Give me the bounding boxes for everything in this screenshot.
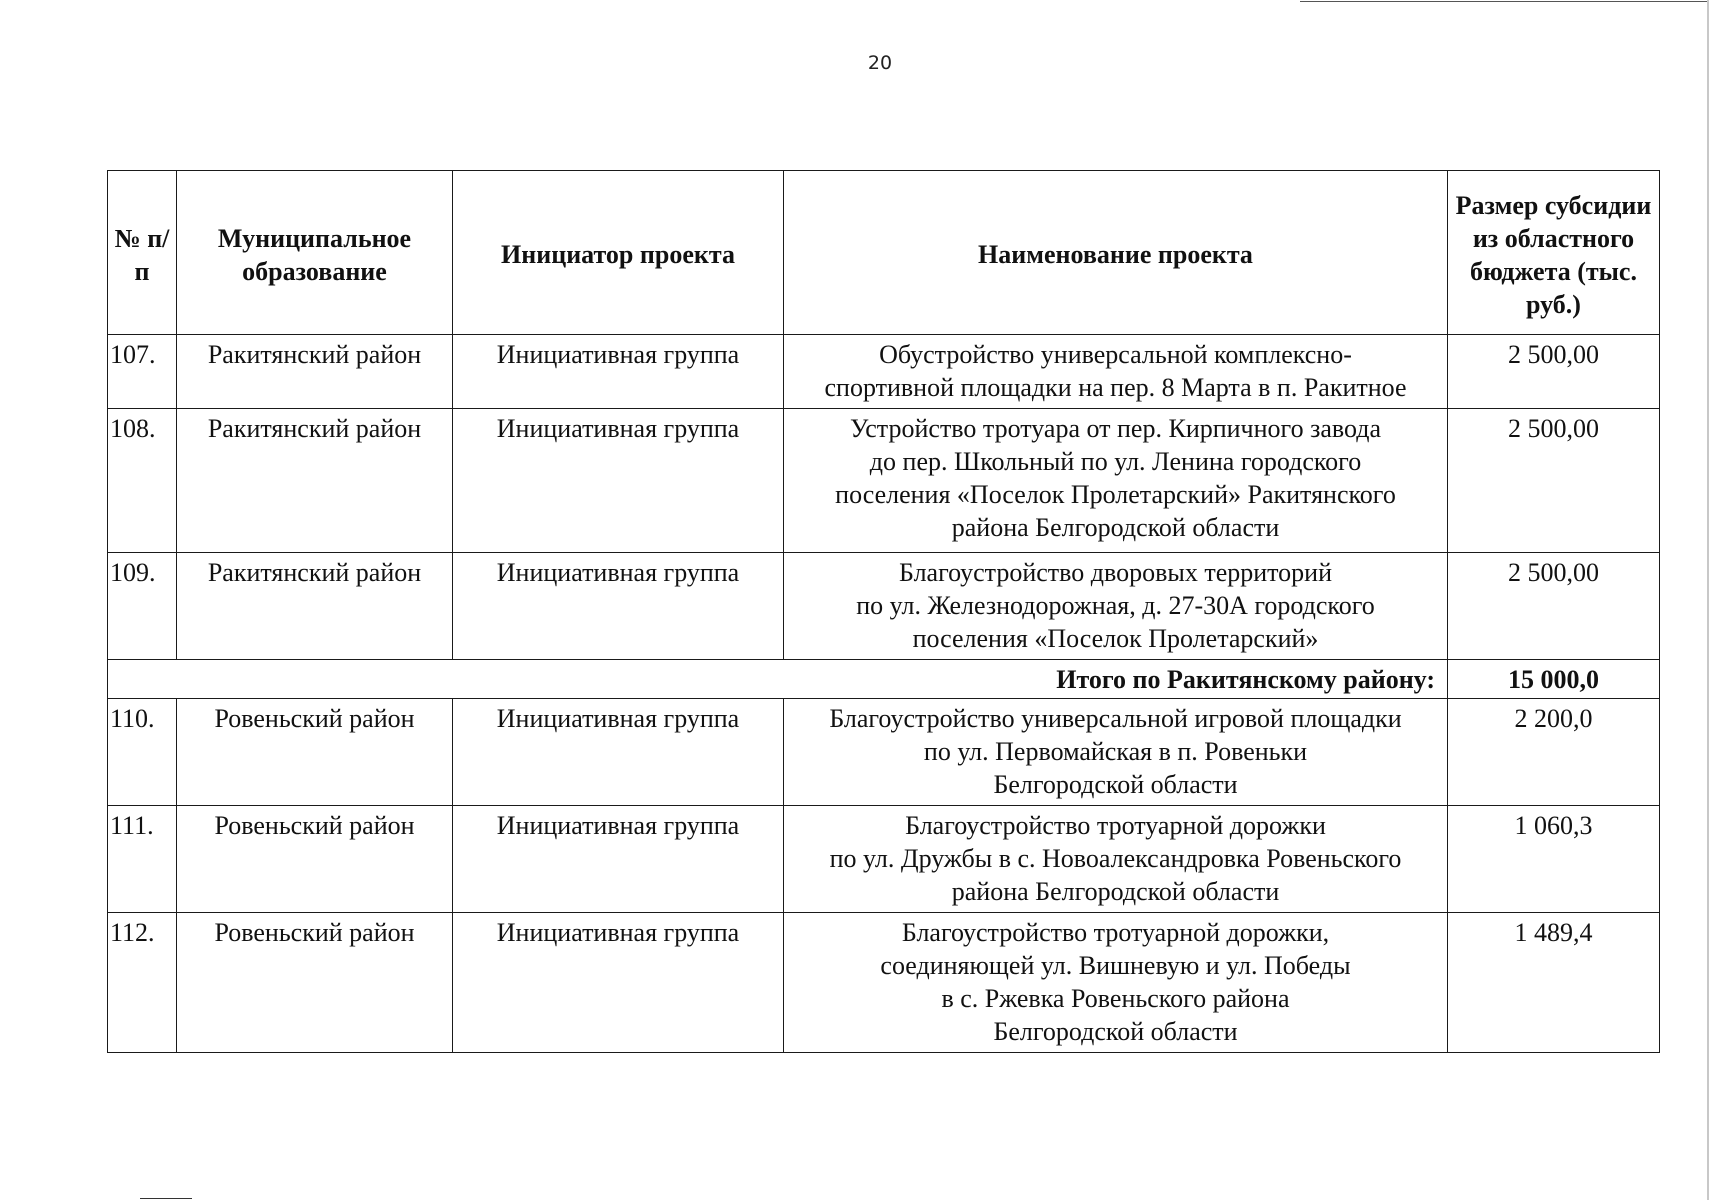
row-subsidy: 2 500,00 [1448, 553, 1660, 660]
project-line: Благоустройство дворовых территорий [899, 558, 1332, 587]
subsidy-table [107, 170, 1660, 1053]
project-line: района Белгородской области [951, 513, 1280, 542]
header-initiator: Инициатор проекта [453, 171, 784, 335]
row-initiator: Инициативная группа [453, 335, 784, 409]
row-project [784, 553, 1448, 660]
row-project [784, 913, 1448, 1053]
row-num: 112. [108, 913, 177, 1053]
row-municipality: Ровеньский район [177, 699, 453, 806]
project-line: Белгородской области [993, 770, 1238, 799]
total-row [108, 660, 1660, 699]
table-row [108, 409, 1660, 553]
project-line: спортивной площадки на пер. 8 Марта в п. Ракитное [824, 373, 1407, 402]
project-line: Благоустройство тротуарной дорожки, [901, 918, 1330, 947]
row-num: 111. [108, 806, 177, 913]
row-municipality: Ракитянский район [177, 409, 453, 553]
page-number: 20 [867, 52, 893, 74]
row-num: 107. [108, 335, 177, 409]
row-num: 108. [108, 409, 177, 553]
project-line: Белгородской области [993, 1017, 1238, 1046]
project-line: до пер. Школьный по ул. Ленина городского [869, 447, 1362, 476]
scan-artifact-line [1300, 1, 1709, 2]
project-line: района Белгородской области [951, 877, 1280, 906]
project-line: Благоустройство тротуарной дорожки [905, 811, 1326, 840]
table-header-row [108, 171, 1660, 335]
row-num: 110. [108, 699, 177, 806]
project-line: Обустройство универсальной комплексно- [879, 340, 1352, 369]
row-project [784, 806, 1448, 913]
row-subsidy: 2 500,00 [1448, 335, 1660, 409]
project-line: поселения «Поселок Пролетарский» Ракитянского [835, 480, 1396, 509]
row-municipality: Ракитянский район [177, 335, 453, 409]
total-value: 15 000,0 [1448, 660, 1660, 699]
row-municipality: Ровеньский район [177, 806, 453, 913]
row-initiator: Инициативная группа [453, 806, 784, 913]
project-line: по ул. Первомайская в п. Ровеньки [923, 737, 1308, 766]
table-row [108, 553, 1660, 660]
project-line: в с. Ржевка Ровеньского района [941, 984, 1290, 1013]
header-subsidy: Размер субсидии из областного бюджета (тыс. руб.) [1448, 171, 1660, 335]
row-municipality: Ровеньский район [177, 913, 453, 1053]
table-row [108, 913, 1660, 1053]
table-row [108, 806, 1660, 913]
total-label: Итого по Ракитянскому району: [108, 660, 1448, 699]
row-initiator: Инициативная группа [453, 553, 784, 660]
row-subsidy: 1 489,4 [1448, 913, 1660, 1053]
project-line: Благоустройство универсальной игровой площадки [829, 704, 1402, 733]
table-row [108, 699, 1660, 806]
table-row [108, 335, 1660, 409]
scan-artifact-line [140, 1198, 192, 1199]
row-initiator: Инициативная группа [453, 699, 784, 806]
row-project [784, 335, 1448, 409]
row-initiator: Инициативная группа [453, 409, 784, 553]
row-municipality: Ракитянский район [177, 553, 453, 660]
row-num: 109. [108, 553, 177, 660]
header-project: Наименование проекта [784, 171, 1448, 335]
header-municipality: Муниципальное образование [177, 171, 453, 335]
project-line: поселения «Поселок Пролетарский» [912, 624, 1319, 653]
row-project [784, 409, 1448, 553]
header-num: № п/п [108, 171, 177, 335]
row-project [784, 699, 1448, 806]
project-line: Устройство тротуара от пер. Кирпичного завода [849, 414, 1381, 443]
row-subsidy: 2 200,0 [1448, 699, 1660, 806]
row-subsidy: 2 500,00 [1448, 409, 1660, 553]
row-initiator: Инициативная группа [453, 913, 784, 1053]
project-line: по ул. Дружбы в с. Новоалександровка Ровеньского [829, 844, 1402, 873]
project-line: соединяющей ул. Вишневую и ул. Победы [880, 951, 1351, 980]
row-subsidy: 1 060,3 [1448, 806, 1660, 913]
project-line: по ул. Железнодорожная, д. 27-30А городского [856, 591, 1375, 620]
